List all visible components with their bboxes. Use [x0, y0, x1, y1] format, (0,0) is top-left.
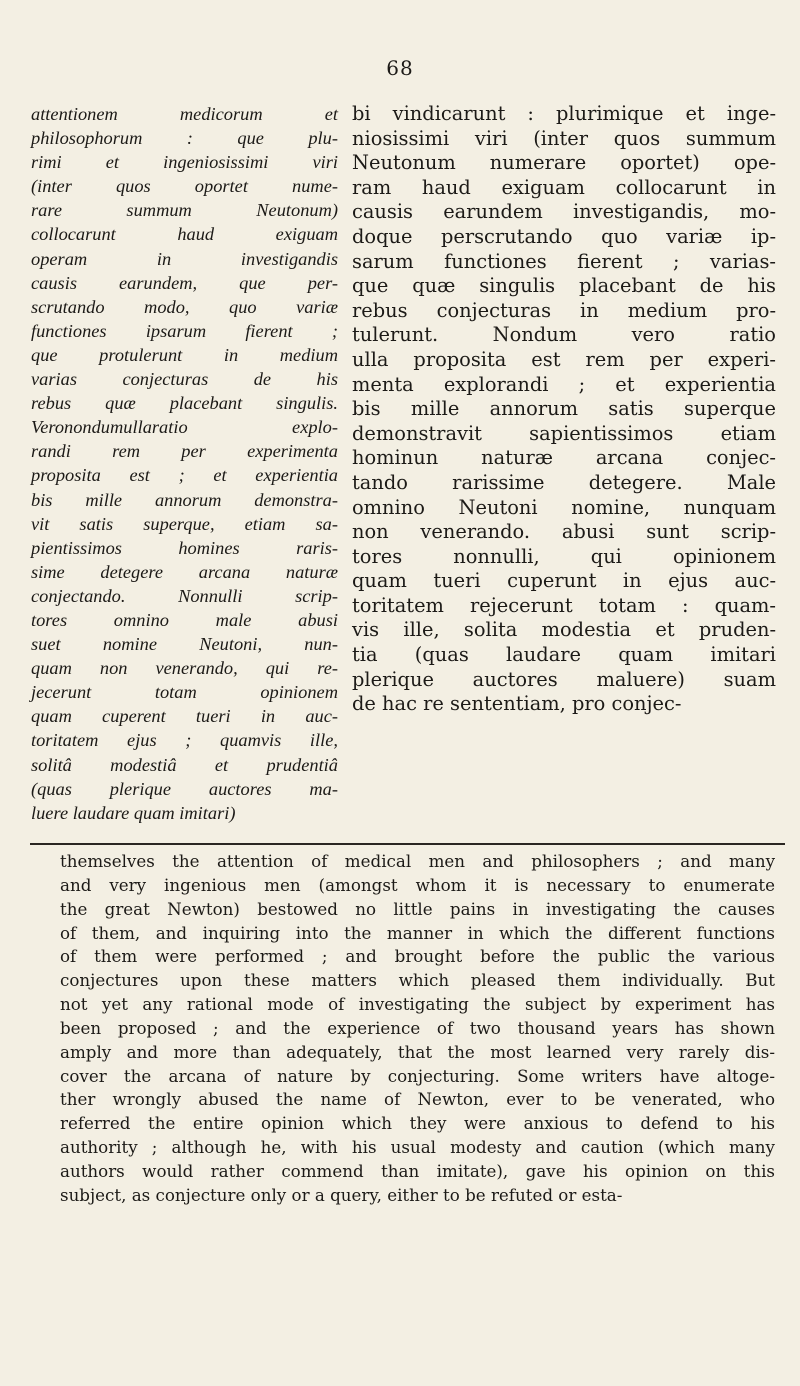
- latin-notes-line: tores omnino male abusi: [31, 609, 338, 630]
- latin-text-line: tia (quas laudare quam imitari: [352, 643, 776, 667]
- latin-text-line: vis ille, solita modestia et pruden-: [352, 618, 776, 642]
- translation-line: authority ; although he, with his usual modesty and caution (which many: [60, 1137, 775, 1158]
- latin-text-line: bis mille annorum satis superque: [352, 397, 776, 421]
- latin-text-line: niosissimi viri (inter quos summum: [352, 126, 776, 150]
- latin-text-line: que quæ singulis placebant de his: [352, 274, 776, 298]
- latin-notes-line: (quas plerique auctores ma-: [31, 778, 338, 799]
- translation-line: of them, and inquiring into the manner in which the different functions: [60, 922, 775, 943]
- latin-notes-line: philosophorum : que plu-: [31, 128, 338, 149]
- latin-text-line: rebus conjecturas in medium pro-: [352, 298, 776, 322]
- latin-notes-line: Veronondumullaratio explo-: [31, 417, 338, 438]
- latin-text-line: tulerunt. Nondum vero ratio: [352, 323, 776, 347]
- latin-notes-line: pientissimos homines raris-: [31, 537, 338, 558]
- latin-text-line: menta explorandi ; et experientia: [352, 372, 776, 396]
- latin-notes-line: collocarunt haud exiguam: [31, 224, 338, 245]
- latin-text-line: causis earundem investigandis, mo-: [352, 200, 776, 224]
- latin-notes-line: randi rem per experimenta: [31, 441, 338, 462]
- latin-notes-line: jecerunt totam opinionem: [31, 682, 338, 703]
- latin-text-line: sarum functiones fierent ; varias-: [352, 249, 776, 273]
- latin-notes-line: toritatem ejus ; quamvis ille,: [31, 730, 338, 751]
- translation-line: conjectures upon these matters which pleased them individually. But: [60, 970, 775, 991]
- latin-text-column: [352, 102, 776, 717]
- latin-notes-line: functiones ipsarum fierent ;: [31, 320, 338, 341]
- latin-notes-line: causis earundem, que per-: [31, 272, 338, 293]
- translation-line: subject, as conjecture only or a query, either to be refuted or esta-: [60, 1184, 623, 1205]
- latin-notes-line: luere laudare quam imitari): [31, 802, 236, 823]
- latin-text-line: ulla proposita est rem per experi-: [352, 347, 776, 371]
- latin-notes-line: sime detegere arcana naturæ: [31, 561, 338, 582]
- latin-notes-line: proposita est ; et experientia: [31, 465, 338, 486]
- latin-text-line: Neutonum numerare oportet) ope-: [352, 151, 776, 175]
- section-divider: [30, 843, 785, 845]
- latin-notes-line: suet nomine Neutoni, nun-: [31, 634, 338, 655]
- latin-text-line: quam tueri cuperunt in ejus auc-: [352, 569, 776, 593]
- translation-line: ther wrongly abused the name of Newton, ever to be venerated, who: [60, 1089, 775, 1110]
- latin-notes-line: bis mille annorum demonstra-: [31, 489, 338, 510]
- latin-notes-line: attentionem medicorum et: [31, 104, 338, 124]
- latin-notes-line: (inter quos oportet nume-: [31, 176, 338, 197]
- translation-line: referred the entire opinion which they were anxious to defend to his: [60, 1113, 775, 1134]
- latin-notes-line: vit satis superque, etiam sa-: [31, 513, 338, 534]
- latin-text-line: ram haud exiguam collocarunt in: [352, 175, 776, 199]
- latin-text-line: tores nonnulli, qui opinionem: [352, 544, 776, 568]
- latin-text-line: non venerando. abusi sunt scrip-: [352, 520, 776, 544]
- translation-line: and very ingenious men (amongst whom it is necessary to enumerate: [60, 874, 775, 895]
- latin-text-line: tando rarissime detegere. Male: [352, 470, 776, 494]
- latin-notes-line: scrutando modo, quo variæ: [31, 296, 338, 317]
- translation-line: been proposed ; and the experience of two thousand years has shown: [60, 1017, 775, 1038]
- latin-text-line: hominun naturæ arcana conjec-: [352, 446, 776, 470]
- latin-text-line: doque perscrutando quo variæ ip-: [352, 224, 776, 248]
- translation-line: authors would rather commend than imitate), gave his opinion on this: [60, 1160, 775, 1181]
- latin-text-line: demonstravit sapientissimos etiam: [352, 421, 776, 445]
- latin-notes-line: solitâ modestiâ et prudentiâ: [31, 754, 338, 775]
- latin-notes-line: varias conjecturas de his: [31, 369, 338, 390]
- latin-notes-column: [31, 102, 338, 825]
- latin-notes-line: conjectando. Nonnulli scrip-: [31, 585, 338, 606]
- page-number: 68: [386, 56, 414, 80]
- translation-line: of them were performed ; and brought before the public the various: [60, 946, 775, 967]
- latin-text-line: toritatem rejecerunt totam : quam-: [352, 593, 776, 617]
- latin-text-line: plerique auctores maluere) suam: [352, 667, 776, 691]
- translation-line: the great Newton) bestowed no little pains in investigating the causes: [60, 898, 775, 919]
- translation-line: cover the arcana of nature by conjecturing. Some writers have altoge-: [60, 1065, 775, 1086]
- latin-text-line: omnino Neutoni nomine, nunquam: [352, 495, 776, 519]
- translation-line: not yet any rational mode of investigating the subject by experiment has: [60, 994, 775, 1015]
- latin-text-line: de hac re sententiam, pro conjec-: [352, 692, 682, 716]
- translation-line: amply and more than adequately, that the most learned very rarely dis-: [60, 1041, 775, 1062]
- latin-notes-line: rebus quæ placebant singulis.: [31, 393, 338, 414]
- english-translation: [60, 850, 775, 1208]
- latin-text-line: bi vindicarunt : plurimique et inge-: [352, 102, 776, 125]
- latin-notes-line: quam cuperent tueri in auc-: [31, 706, 338, 727]
- latin-notes-line: quam non venerando, qui re-: [31, 658, 338, 679]
- latin-notes-line: que protulerunt in medium: [31, 344, 338, 365]
- latin-notes-line: operam in investigandis: [31, 248, 338, 269]
- latin-notes-line: rimi et ingeniosissimi viri: [31, 152, 338, 173]
- translation-line: themselves the attention of medical men and philosophers ; and many: [60, 851, 775, 871]
- latin-notes-line: rare summum Neutonum): [31, 200, 338, 221]
